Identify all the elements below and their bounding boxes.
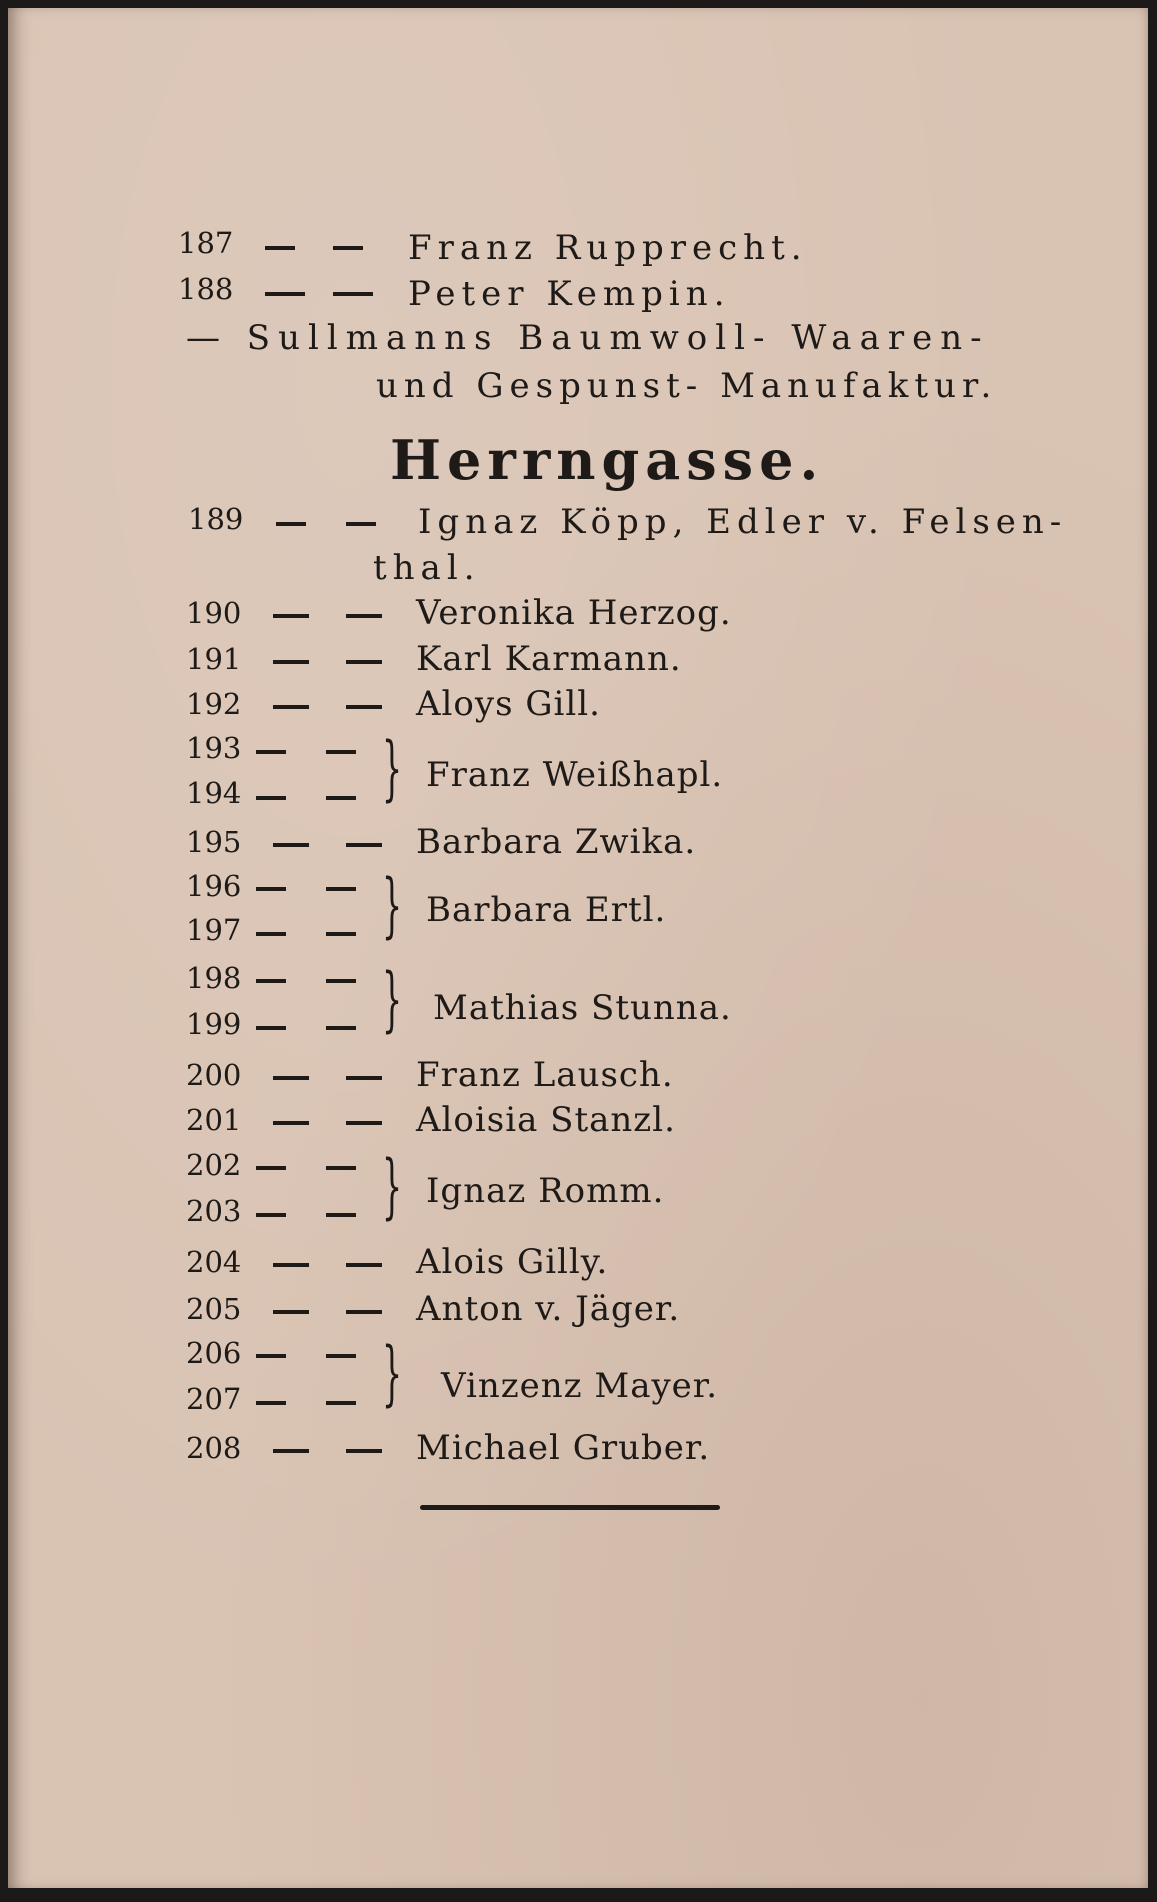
dash	[346, 522, 376, 526]
entry-number: 188	[178, 272, 234, 306]
dash	[346, 614, 382, 618]
entry-number: 195	[186, 825, 242, 859]
dash	[326, 887, 356, 891]
dash	[256, 1401, 286, 1405]
brace: }	[382, 1332, 403, 1414]
entry-name: Peter Kempin.	[408, 274, 731, 314]
brace: }	[382, 958, 403, 1040]
dash	[346, 1310, 382, 1314]
dash	[326, 1026, 356, 1030]
dash	[256, 1354, 286, 1358]
factory-line-2: und Gespunst- Manufaktur.	[376, 366, 998, 406]
entry-number: 206	[186, 1336, 242, 1370]
dash	[346, 1121, 382, 1125]
entry-name-continuation: thal.	[373, 548, 481, 588]
dash	[273, 1121, 309, 1125]
dash	[273, 1263, 309, 1267]
dash	[273, 1076, 309, 1080]
entry-name: Franz Rupprecht.	[408, 228, 808, 268]
dash	[256, 1166, 286, 1170]
entry-number: 190	[186, 596, 242, 630]
entry-number: 191	[186, 642, 242, 676]
dash	[273, 705, 309, 709]
entry-number: 207	[186, 1382, 242, 1416]
dash	[346, 1449, 382, 1453]
entry-number: 200	[186, 1058, 242, 1092]
entry-number: 192	[186, 687, 242, 721]
entry-number: 202	[186, 1148, 242, 1182]
entry-number: 204	[186, 1245, 242, 1279]
dash	[346, 1076, 382, 1080]
entry-name: Mathias Stunna.	[433, 988, 732, 1028]
entry-name: Franz Weißhapl.	[426, 755, 724, 795]
factory-line-1: — Sullmanns Baumwoll- Waaren-	[186, 318, 990, 358]
dash	[326, 979, 356, 983]
dash	[346, 843, 382, 847]
dash	[333, 292, 373, 296]
entry-name: Aloisia Stanzl.	[416, 1100, 676, 1140]
section-heading: Herrngasse.	[390, 428, 825, 492]
dash	[256, 887, 286, 891]
dash	[256, 750, 286, 754]
entry-number: 199	[186, 1007, 242, 1041]
dash	[273, 660, 309, 664]
dash	[273, 843, 309, 847]
entry-name: Ignaz Romm.	[426, 1171, 665, 1211]
dash	[326, 932, 356, 936]
dash	[346, 1263, 382, 1267]
entry-number: 208	[186, 1431, 242, 1465]
entry-name: Aloys Gill.	[416, 684, 601, 724]
dash	[326, 1166, 356, 1170]
entry-number: 194	[186, 776, 242, 810]
brace: }	[382, 727, 403, 809]
dash	[265, 292, 305, 296]
entry-name: Veronika Herzog.	[416, 593, 732, 633]
dash	[256, 979, 286, 983]
entry-number: 205	[186, 1292, 242, 1326]
entry-number: 196	[186, 869, 242, 903]
entry-name: Ignaz Köpp, Edler v. Felsen-	[418, 502, 1068, 542]
dash	[326, 1354, 356, 1358]
dash	[273, 1449, 309, 1453]
entry-name: Barbara Zwika.	[416, 822, 697, 862]
dash	[326, 1401, 356, 1405]
dash	[256, 1213, 286, 1217]
dash	[256, 1026, 286, 1030]
closing-rule	[420, 1505, 720, 1510]
dash	[273, 614, 309, 618]
entry-number: 203	[186, 1194, 242, 1228]
dash	[346, 705, 382, 709]
entry-name: Karl Karmann.	[416, 639, 682, 679]
dash	[276, 522, 306, 526]
entry-name: Vinzenz Mayer.	[441, 1366, 719, 1406]
brace: }	[382, 864, 403, 946]
dash	[333, 246, 363, 250]
entry-number: 197	[186, 913, 242, 947]
dash	[326, 1213, 356, 1217]
dash	[273, 1310, 309, 1314]
entry-number: 193	[186, 731, 242, 765]
entry-name: Michael Gruber.	[416, 1428, 711, 1468]
dash	[346, 660, 382, 664]
entry-number: 201	[186, 1103, 242, 1137]
dash	[256, 932, 286, 936]
dash	[326, 796, 356, 800]
brace: }	[382, 1145, 403, 1227]
entry-number: 187	[178, 226, 234, 260]
entry-number: 189	[188, 502, 244, 536]
dash	[265, 246, 295, 250]
entry-name: Franz Lausch.	[416, 1055, 674, 1095]
book-page	[8, 8, 1148, 1888]
dash	[326, 750, 356, 754]
entry-name: Barbara Ertl.	[426, 890, 667, 930]
entry-number: 198	[186, 961, 242, 995]
entry-name: Anton v. Jäger.	[416, 1289, 681, 1329]
dash	[256, 796, 286, 800]
entry-name: Alois Gilly.	[416, 1242, 609, 1282]
